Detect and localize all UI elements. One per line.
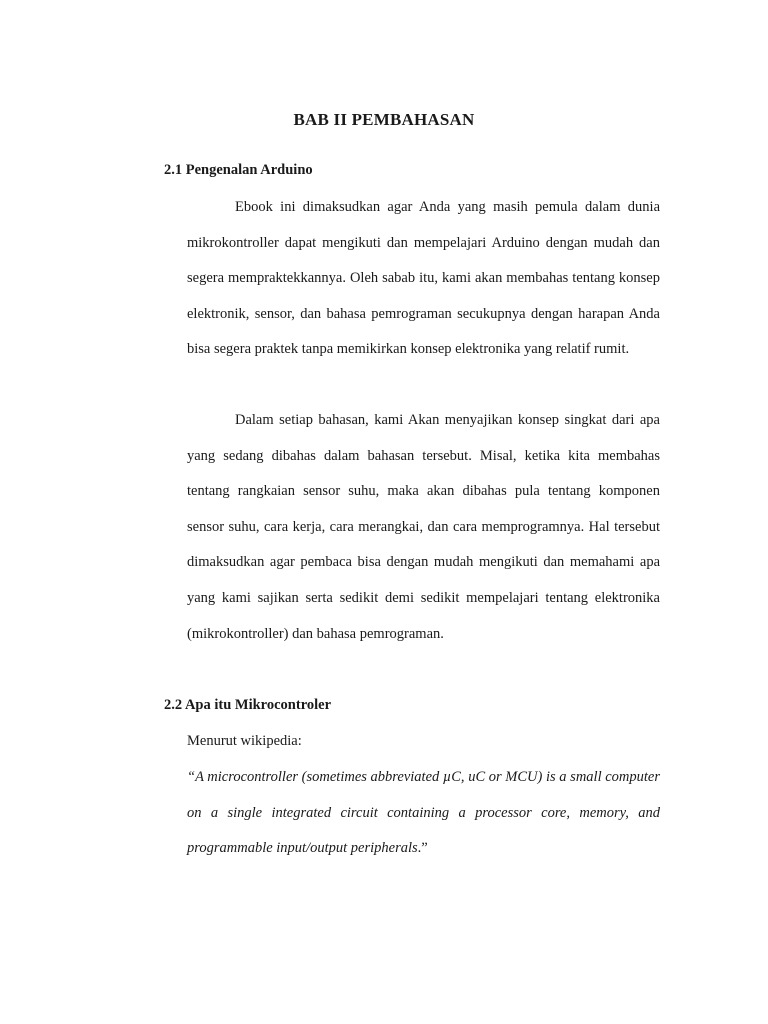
quote-text: “A microcontroller (sometimes abbreviated µC, uC or MCU) is a small computer on a single integrated circuit containing a processor core, memory, and programmable input/output peripherals xyxy=(187,769,660,857)
paragraph-2: Dalam setiap bahasan, kami Akan menyajikan konsep singkat dari apa yang sedang dibahas dalam bahasan tersebut. Misal, ketika kita membahas tentang rangkaian sensor suhu, maka akan dibahas pula tentang komponen sensor suhu, cara kerja, cara merangkai, dan cara memprogramnya. Hal tersebut dimaksudkan agar pembaca bisa dengan mudah mengikuti dan memahami apa yang kami sajikan serta sedikit demi sedikit mempelajari tentang elektronika (mikrokontroller) dan bahasa pemrograman. xyxy=(187,412,660,642)
section-heading-2-1: 2.1 Pengenalan Arduino xyxy=(164,162,313,178)
paragraph-1: Ebook ini dimaksudkan agar Anda yang masih pemula dalam dunia mikrokontroller dapat mengikuti dan mempelajari Arduino dengan mudah dan segera mempraktekkannya. Oleh sabab itu, kami akan membahas tentang konsep elektronik, sensor, dan bahasa pemrograman secukupnya dengan harapan Anda bisa segera praktek tanpa memikirkan konsep elektronika yang relatif rumit. xyxy=(187,199,660,358)
section-heading-2-2: 2.2 Apa itu Mikrocontroler xyxy=(164,697,332,713)
quote-closing: .” xyxy=(417,840,428,857)
chapter-title: BAB II PEMBAHASAN xyxy=(293,110,475,129)
quote-intro: Menurut wikipedia: xyxy=(187,733,302,749)
wikipedia-quote xyxy=(187,760,660,867)
